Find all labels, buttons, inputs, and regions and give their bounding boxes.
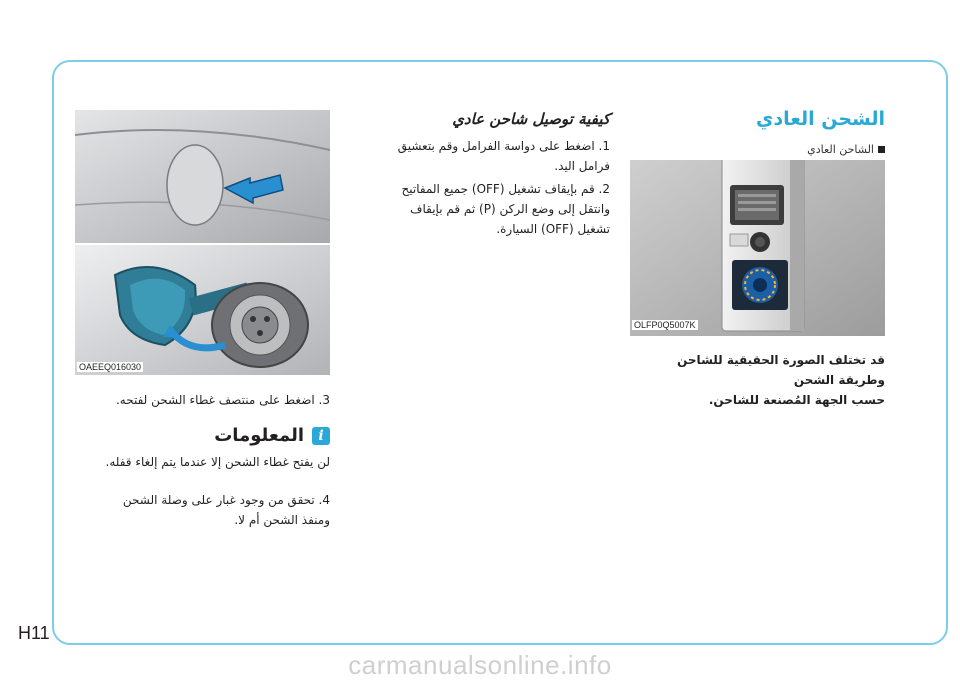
step-2 — [360, 179, 610, 239]
step-1-line-2: فرامل اليد. — [554, 159, 610, 173]
step-2-line-2: وانتقل إلى وضع الركن (P) ثم قم بإيقاف — [410, 202, 610, 216]
charge-door-closed-photo — [75, 110, 330, 243]
photo-bottom-code: OAEEQ016030 — [79, 362, 142, 372]
step-2-line-3: تشغيل (OFF) السيارة. — [496, 222, 610, 236]
info-title: المعلومات — [214, 425, 304, 446]
step-2-line-1: 2. قم بإيقاف تشغيل (OFF) جميع المفاتيح — [401, 182, 610, 196]
square-bullet-icon — [878, 146, 885, 153]
info-heading — [75, 425, 330, 446]
info-text: لن يفتح غطاء الشحن إلا عندما يتم إلغاء قفله. — [105, 455, 330, 469]
step-3: 3. اضغط على منتصف غطاء الشحن لفتحه. — [115, 393, 330, 407]
caption-line-1: قد تختلف الصورة الحقيقية للشاحن وطريقة الشحن — [677, 353, 885, 387]
photo-label-text: الشاحن العادي — [807, 143, 874, 156]
info-icon: i — [312, 427, 330, 445]
caption-line-2: حسب الجهة المُصنعة للشاحن. — [708, 393, 885, 407]
charge-door-closed-illustration — [75, 110, 330, 243]
section-title: الشحن العادي — [755, 108, 885, 130]
charger-illustration — [630, 160, 885, 336]
step-4-line-1: 4. تحقق من وجود غبار على وصلة الشحن — [122, 493, 330, 507]
photo-label — [630, 143, 885, 156]
photo-code: OLFP0Q5007K — [634, 320, 696, 330]
step-4 — [75, 490, 330, 530]
step-4-line-2: ومنفذ الشحن أم لا. — [234, 513, 330, 527]
charger-photo — [630, 160, 885, 336]
page-number: H11 — [18, 623, 50, 643]
step-1-line-1: 1. اضغط على دواسة الفرامل وقم بتعشيق — [397, 139, 610, 153]
step-1 — [360, 136, 610, 176]
how-to-connect-title: كيفية توصيل شاحن عادي — [452, 110, 610, 128]
watermark: carmanualsonline.info — [348, 650, 612, 680]
photo-caption — [630, 350, 885, 410]
charge-door-open-illustration — [75, 245, 330, 375]
charge-door-open-photo — [75, 245, 330, 375]
steps-list — [360, 136, 610, 242]
